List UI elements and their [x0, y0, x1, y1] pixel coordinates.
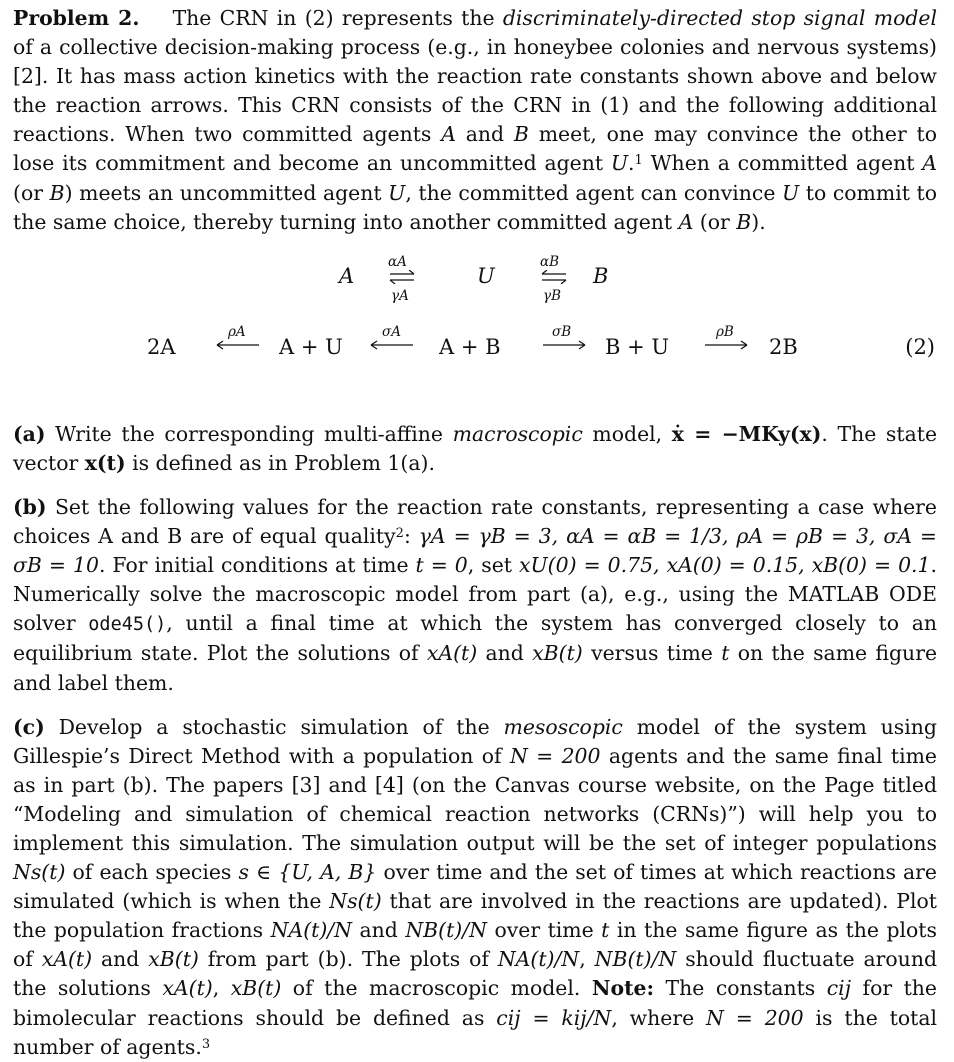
math-Ns: Ns(t) — [329, 889, 382, 914]
rate-alpha-A: αA — [388, 253, 407, 270]
text: Write the corresponding multi-affine — [45, 421, 453, 446]
part-b-paragraph — [13, 493, 937, 698]
text: is defined as in Problem 1(a). — [125, 450, 435, 475]
text: . The state vector — [13, 421, 938, 475]
math-Ns: Ns(t) — [13, 860, 66, 885]
species-A: A — [339, 263, 355, 288]
text: over time — [486, 918, 602, 943]
text: . For initial conditions at time — [98, 553, 416, 578]
state-vector: x(t) — [84, 450, 126, 475]
text: model, — [582, 421, 672, 446]
species-2B: 2B — [769, 334, 798, 359]
text: over time and the set of times at which reactions are simulated (which is when the — [13, 860, 937, 914]
text: The CRN in (2) represents the — [172, 6, 503, 30]
text: (or — [13, 180, 50, 205]
text: The constants — [654, 976, 827, 1001]
text: ). — [751, 209, 766, 234]
text: on the same figure and label them. — [13, 641, 938, 695]
rate-sigma-B: σB — [552, 323, 572, 340]
math-population: N = 200 — [509, 743, 601, 768]
footnote-marker: 1 — [634, 153, 643, 169]
problem-paragraph: Problem 2. The CRN in (2) represents the discriminately-directed stop signal model of a collective decision-making process (e.g., in honeybee colonies and nervous systems) [2]. It has mass action kinetics with the reaction rate constants shown above and below the reaction arrows. This CRN consists of the CRN in (1) and the following additional reactions. When two committed agents A and B meet, one may convince the other to lose its commitment and become an uncommitted agent U.$^1$ When a committed agent A (or B) meets an uncommitted agent U, the committed agent can convince U to commit to the same choice, thereby turning into another committed agent A (or B). — [13, 6, 938, 234]
text: model of the system using Gillespie’s Direct Method with a population of — [13, 714, 937, 768]
text: is the total number of agents. — [13, 1005, 937, 1059]
species-A-plus-U: A + U — [279, 334, 343, 359]
initial-conditions: xU(0) = 0.75, xA(0) = 0.15, xB(0) = 0.1 — [519, 553, 931, 578]
note-label: Note: — [591, 976, 655, 1001]
text: . Numerically solve the macroscopic model from part (a), e.g., using the MATLAB ODE solver — [13, 553, 937, 636]
math-xB: xB(t) — [532, 641, 583, 666]
math-t: t — [721, 641, 730, 666]
rate-gamma-B: γB — [543, 287, 561, 304]
text: versus time — [582, 641, 722, 666]
code-ode45: ode45() — [88, 614, 167, 636]
part-c-paragraph — [13, 713, 937, 1062]
math-population: N = 200 — [706, 1005, 804, 1030]
math-B: B — [49, 180, 65, 205]
math-NB-fraction: NB(t)/N — [594, 947, 677, 972]
reversible-arrow-icon — [541, 270, 567, 284]
math-U: U — [782, 180, 800, 205]
part-b-label: (b) — [13, 494, 47, 519]
rate-rho-B: ρB — [716, 323, 734, 340]
text: : — [403, 524, 419, 549]
left-arrow-icon — [215, 340, 261, 350]
text: and — [477, 641, 533, 666]
model-equation: ẋ = −MKy(x) — [671, 421, 822, 446]
text: Develop a stochastic simulation of the — [44, 714, 504, 739]
species-B: B — [593, 263, 609, 288]
math-species-set: s ∈ {U, A, B} — [238, 860, 377, 885]
text: , the committed agent can convince — [405, 180, 782, 205]
right-arrow-icon — [703, 340, 749, 350]
reversible-arrow-icon — [389, 270, 415, 284]
math-cij-definition: cij = kij/N — [496, 1005, 612, 1030]
part-a-paragraph — [13, 420, 937, 478]
crn-equation — [13, 252, 937, 404]
part-c-label: (c) — [13, 714, 45, 739]
math-A: A — [678, 209, 694, 234]
footnote-marker: 3 — [201, 1036, 211, 1052]
rate-rho-A: ρA — [228, 323, 246, 340]
math-xA: xA(t) — [41, 947, 93, 972]
text: that are involved in the reactions are updated). Plot the population fractions — [13, 889, 938, 943]
text: to commit to the same choice, thereby turning into another committed agent — [13, 180, 937, 234]
text: , where — [611, 1005, 707, 1030]
text: of each species — [65, 860, 239, 885]
text: of a collective decision-making process (e.g., in honeybee colonies and nervous systems) [2]. It has mass action kinetics with the reaction rate constants shown above and below the reaction arrows. This CRN consists of the CRN in (1) and the following additional reactions. When two committed agents — [13, 35, 937, 147]
model-name: discriminately-directed stop signal model — [502, 6, 937, 30]
rate-alpha-B: αB — [540, 253, 560, 270]
math-NA-fraction: NA(t)/N — [270, 918, 353, 943]
text: , — [579, 947, 595, 972]
equation-number: (2) — [905, 334, 935, 359]
text: for the bimolecular reactions should be defined as — [13, 976, 937, 1030]
species-A-plus-B: A + B — [439, 334, 501, 359]
math-xB: xB(t) — [148, 947, 199, 972]
text: of the macroscopic model. — [281, 976, 592, 1001]
math-U: U — [610, 151, 629, 176]
math-NB-fraction: NB(t)/N — [405, 918, 487, 943]
text: in the same figure as the plots of — [13, 918, 937, 972]
text: meet, one may convince the other to lose its commitment and become an uncommitted agent — [13, 122, 938, 176]
text: should fluctuate around the solutions — [13, 947, 937, 1001]
problem-heading: Problem 2. — [13, 6, 140, 30]
emphasis: macroscopic — [452, 421, 583, 446]
text: (or — [693, 209, 737, 234]
math-B: B — [513, 122, 529, 147]
text: , set — [467, 553, 519, 578]
math-cij: cij — [826, 976, 852, 1001]
math-xB: xB(t) — [230, 976, 282, 1001]
math-B: B — [736, 209, 752, 234]
math-A: A — [441, 122, 456, 147]
document — [13, 4, 937, 1062]
text: Set the following values for the reaction rate constants, representing a case where choices A and B are of equal quality — [13, 494, 937, 549]
species-U: U — [477, 263, 495, 288]
rate-gamma-A: γA — [391, 287, 409, 304]
text: from part (b). The plots of — [198, 947, 498, 972]
text: , until a final time at which the system has converged closely to an equilibrium state. Plot the solutions of — [13, 611, 937, 666]
text: , — [212, 976, 231, 1001]
math-A: A — [922, 151, 937, 176]
part-a-label: (a) — [13, 421, 46, 446]
text: and — [455, 122, 514, 147]
right-arrow-icon — [541, 340, 587, 350]
math-xA: xA(t) — [162, 976, 213, 1001]
footnote-marker: 2 — [395, 526, 404, 542]
text: and — [352, 918, 406, 943]
math-initial-time: t = 0 — [415, 553, 468, 578]
math-U: U — [388, 180, 406, 205]
math-NA-fraction: NA(t)/N — [497, 947, 580, 972]
text: ) meets an uncommitted agent — [64, 180, 389, 205]
rate-sigma-A: σA — [382, 323, 401, 340]
left-arrow-icon — [369, 340, 415, 350]
species-2A: 2A — [147, 334, 176, 359]
text: and — [92, 947, 149, 972]
emphasis: mesoscopic — [503, 714, 623, 739]
math-t: t — [601, 918, 610, 943]
text: agents and the same final time as in part (b). The papers [3] and [4] (on the Canvas course website, on the Page titled “Modeling and simulation of chemical reaction networks (CRNs)”) will help you to implement this simulation. The simulation output will be the set of integer populations — [13, 743, 937, 855]
math-xA: xA(t) — [426, 641, 478, 666]
parameter-values: γA = γB = 3, αA = αB = 1/3, ρA = ρB = 3, σA = σB = 10 — [13, 524, 937, 578]
species-B-plus-U: B + U — [605, 334, 670, 359]
text: When a committed agent — [642, 151, 923, 176]
